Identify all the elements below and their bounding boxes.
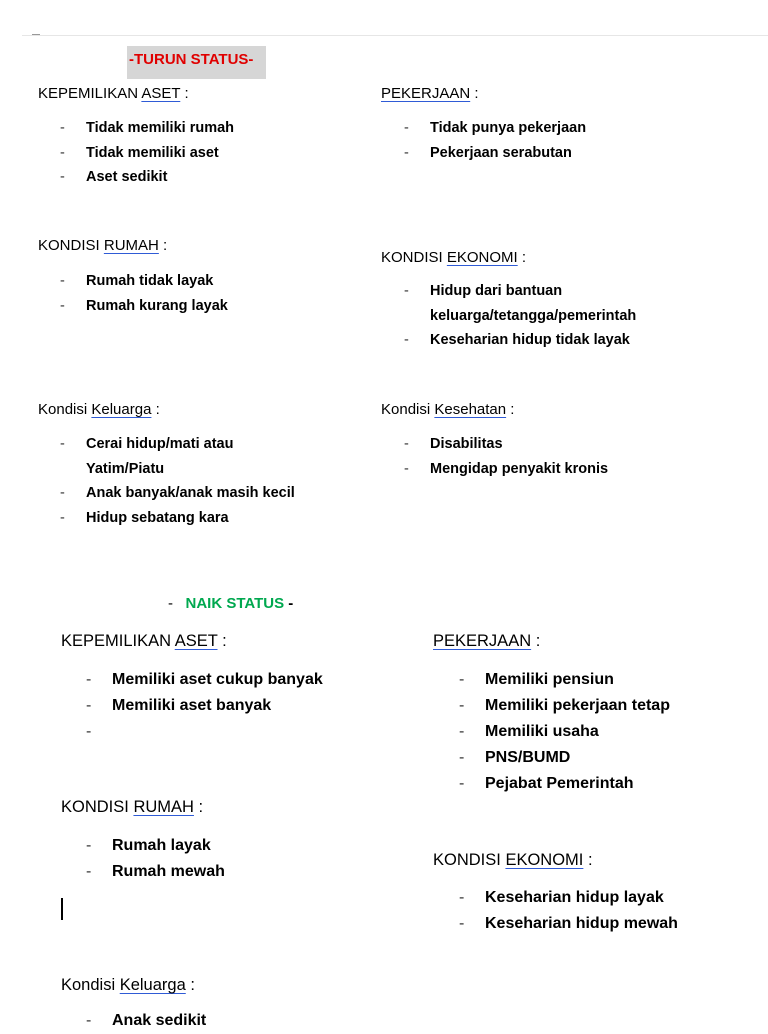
turun-pekerjaan-list bbox=[404, 116, 586, 165]
list-item: - Tidak memiliki aset bbox=[60, 144, 219, 161]
turun-ekonomi-heading: KONDISI EKONOMI : bbox=[381, 249, 527, 266]
list-item: - Keseharian hidup mewah bbox=[459, 915, 678, 932]
list-item: - Memiliki usaha bbox=[459, 723, 599, 740]
list-item: - Hidup dari bantuan bbox=[404, 283, 563, 299]
ruler-mark bbox=[32, 34, 40, 35]
turun-aset-heading: KEPEMILIKAN ASET : bbox=[38, 85, 189, 102]
text-cursor bbox=[61, 898, 63, 920]
list-item-continuation: Yatim/Piatu bbox=[86, 460, 165, 477]
list-item: - Cerai hidup/mati atau bbox=[60, 436, 234, 452]
turun-pekerjaan-heading: PEKERJAAN : bbox=[381, 85, 479, 102]
list-item: - Keseharian hidup layak bbox=[459, 889, 664, 906]
list-item: - Aset sedikit bbox=[60, 169, 168, 185]
list-item: - PNS/BUMD bbox=[459, 749, 571, 766]
list-item: - Pekerjaan serabutan bbox=[404, 144, 572, 161]
naik-ekonomi-heading: KONDISI EKONOMI : bbox=[433, 851, 593, 869]
naik-keluarga-list bbox=[86, 1008, 206, 1034]
naik-rumah-heading: KONDISI RUMAH : bbox=[61, 798, 204, 816]
turun-ekonomi-list bbox=[404, 279, 636, 353]
list-item: - Pejabat Pemerintah bbox=[459, 775, 634, 792]
list-item: - Rumah layak bbox=[86, 837, 211, 854]
turun-rumah-list bbox=[60, 269, 228, 318]
turun-keluarga-list bbox=[60, 432, 295, 530]
list-item: - Tidak memiliki rumah bbox=[60, 120, 235, 136]
list-item: - Rumah kurang layak bbox=[60, 297, 228, 314]
list-item: - Disabilitas bbox=[404, 436, 503, 452]
turun-status-title: -TURUN STATUS- bbox=[127, 46, 266, 79]
list-item: - Rumah tidak layak bbox=[60, 273, 214, 289]
list-item: - Mengidap penyakit kronis bbox=[404, 460, 609, 477]
turun-aset-list bbox=[60, 116, 234, 190]
list-item: - Memiliki aset cukup banyak bbox=[86, 671, 323, 688]
naik-pekerjaan-list bbox=[459, 667, 670, 797]
list-item: - Memiliki aset banyak bbox=[86, 697, 272, 714]
page-top-border bbox=[22, 35, 768, 36]
naik-pekerjaan-heading: PEKERJAAN : bbox=[433, 632, 541, 650]
list-item: - Tidak punya pekerjaan bbox=[404, 120, 587, 136]
naik-ekonomi-list bbox=[459, 885, 678, 937]
turun-keluarga-heading: Kondisi Keluarga : bbox=[38, 401, 160, 418]
naik-aset-list: - Memiliki aset cukup banyak - Memiliki aset banyak - bbox=[86, 667, 323, 719]
list-item: - Memiliki pensiun bbox=[459, 671, 614, 688]
list-item: - Rumah mewah bbox=[86, 863, 225, 880]
turun-kesehatan-heading: Kondisi Kesehatan : bbox=[381, 401, 515, 418]
naik-keluarga-heading: Kondisi Keluarga : bbox=[61, 976, 195, 994]
naik-status-title: - NAIK STATUS - bbox=[168, 595, 294, 612]
list-item: - Anak sedikit bbox=[86, 1012, 207, 1029]
list-item: - Hidup sebatang kara bbox=[60, 509, 229, 526]
list-item: - Keseharian hidup tidak layak bbox=[404, 332, 630, 348]
turun-kesehatan-list bbox=[404, 432, 608, 481]
list-item: - Anak banyak/anak masih kecil bbox=[60, 485, 295, 501]
list-item: - Memiliki pekerjaan tetap bbox=[459, 697, 670, 714]
list-item-continuation: keluarga/tetangga/pemerintah bbox=[430, 307, 637, 324]
naik-rumah-list bbox=[86, 833, 225, 885]
naik-aset-heading: KEPEMILIKAN ASET : bbox=[61, 632, 227, 650]
turun-rumah-heading: KONDISI RUMAH : bbox=[38, 237, 168, 254]
